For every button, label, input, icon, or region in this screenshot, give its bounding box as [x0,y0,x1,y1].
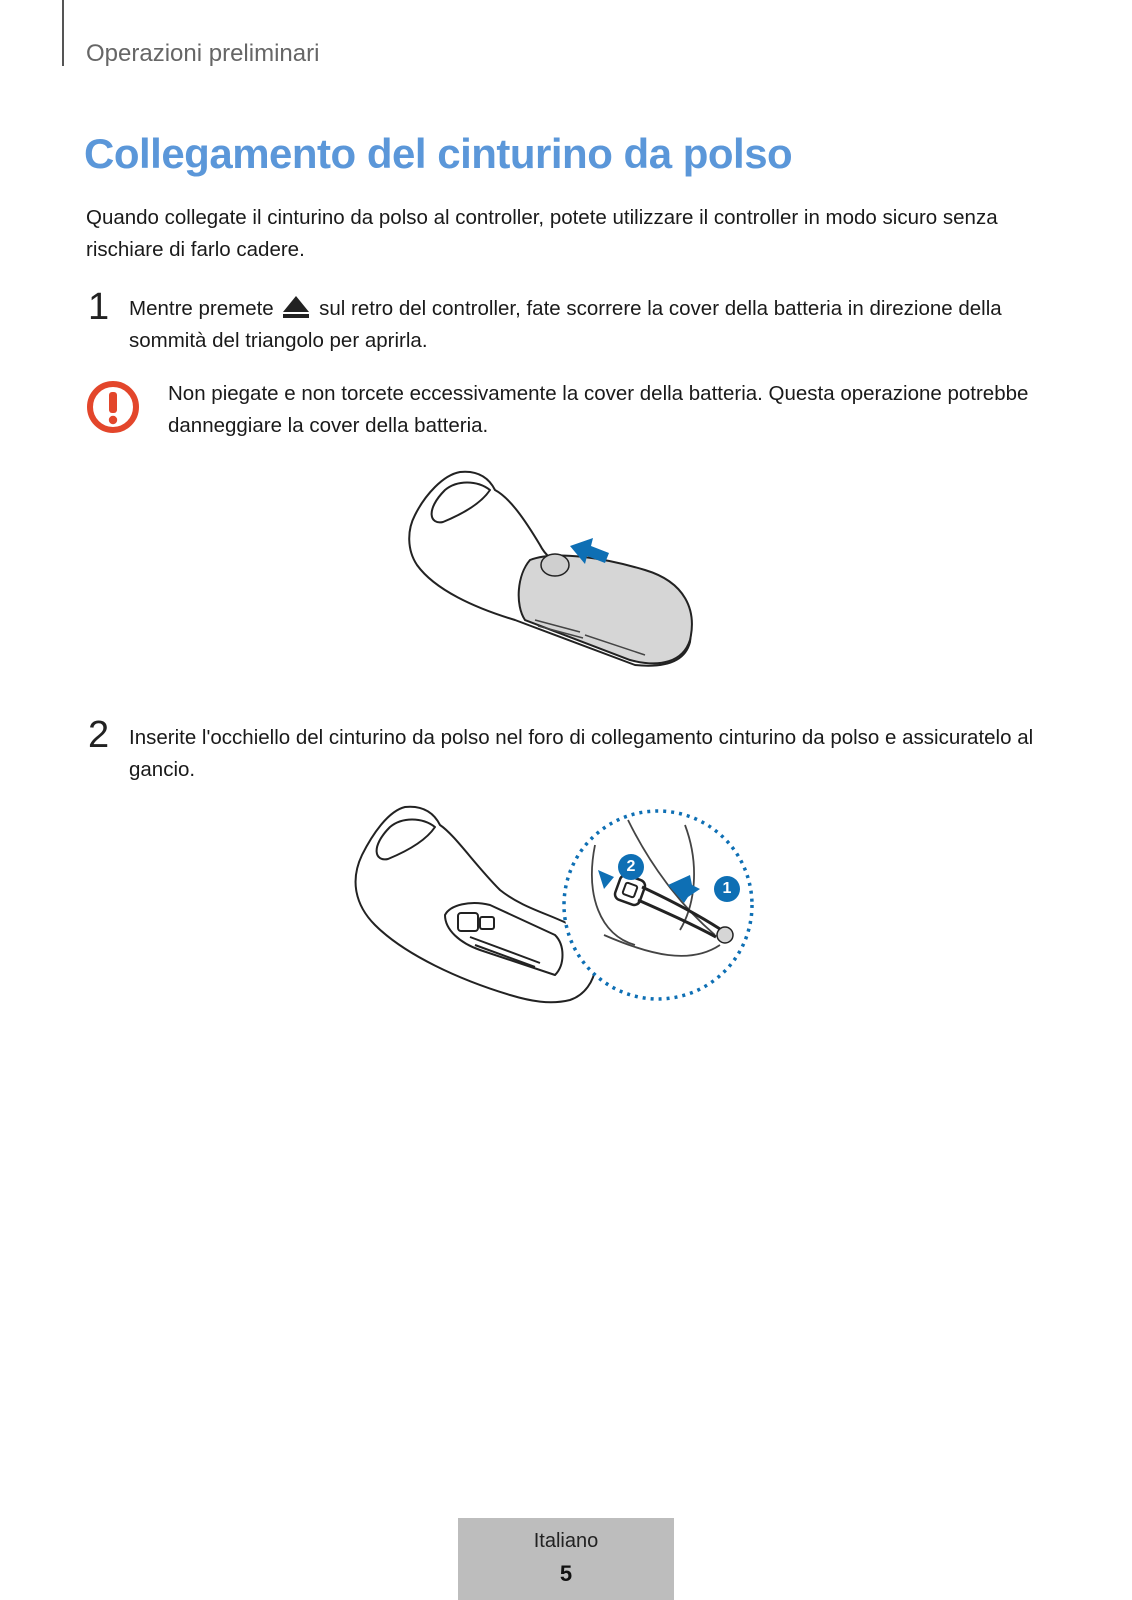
battery-cover-illustration [405,470,715,680]
page-number: 5 [559,1561,573,1586]
strap-attachment-illustration [350,805,770,1025]
step-2-number: 2 [88,714,110,756]
callout-1: 1 [714,876,740,902]
eject-triangle-icon [281,294,311,320]
intro-paragraph: Quando collegate il cinturino da polso al controller, potete utilizzare il controller in modo sicuro senza rischiare di farlo cadere. [86,206,998,261]
header-rule [62,0,64,66]
step-1-text-before: Mentre premete [129,297,274,320]
page-title: Collegamento del cinturino da polso [84,130,793,177]
step-2-text: Inserite l'occhiello del cinturino da polso nel foro di collegamento cinturino da polso e assicuratelo al gancio. [129,726,1034,781]
caution-icon [86,380,140,434]
section-header: Operazioni preliminari [86,40,320,67]
step-1-text-after: sul retro del controller, fate scorrere la cover della batteria in direzione della sommità del triangolo per aprirla. [129,297,1002,352]
footer-language: Italiano [533,1530,599,1552]
page-footer [458,1518,674,1600]
callout-2: 2 [618,854,644,880]
step-1-text [129,293,1049,357]
step-1-number: 1 [88,286,110,328]
caution-text: Non piegate e non torcete eccessivamente la cover della batteria. Questa operazione potrebbe danneggiare la cover della batteria. [168,382,1029,437]
